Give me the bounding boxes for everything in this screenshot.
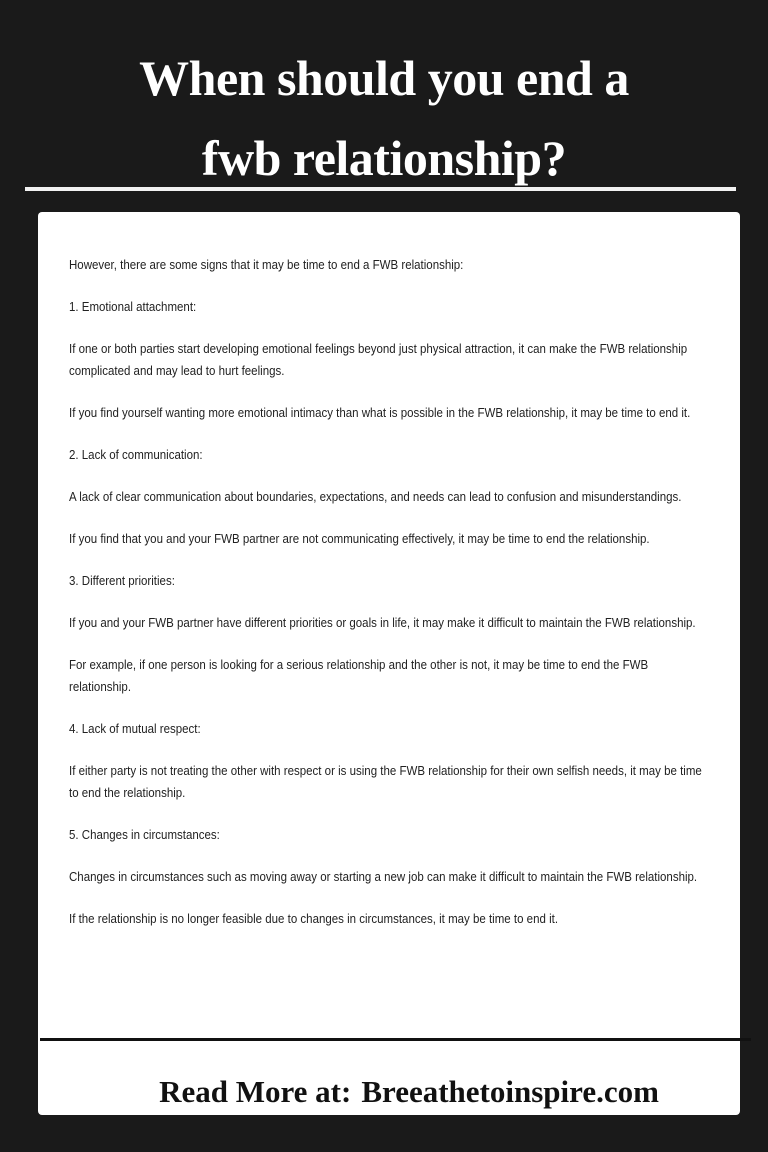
article-card xyxy=(38,212,740,1115)
read-more-label: Read More at: xyxy=(159,1074,352,1109)
section-paragraph: If the relationship is no longer feasible due to changes in circumstances, it may be time to end it. xyxy=(69,912,559,926)
page-title xyxy=(0,38,768,198)
section-paragraph: If you find that you and your FWB partner are not communicating effectively, it may be time to end the relationship. xyxy=(69,532,650,546)
section-paragraph: For example, if one person is looking for a serious relationship and the other is not, it may be time to end the FWB relationship. xyxy=(69,658,649,694)
section-paragraph: If you and your FWB partner have different priorities or goals in life, it may make it difficult to maintain the FWB relationship. xyxy=(69,616,696,630)
section-heading: 5. Changes in circumstances: xyxy=(69,828,220,842)
section-heading: 3. Different priorities: xyxy=(69,574,175,588)
title-line-2: fwb relationship? xyxy=(201,130,567,186)
title-divider xyxy=(25,187,736,191)
footer-divider xyxy=(40,1038,751,1041)
article-body xyxy=(69,254,713,950)
title-line-1: When should you end a xyxy=(139,50,629,106)
section-heading: 1. Emotional attachment: xyxy=(69,300,197,314)
section-paragraph: Changes in circumstances such as moving away or starting a new job can make it difficult to maintain the FWB relationship. xyxy=(69,870,698,884)
site-link[interactable]: Breeathetoinspire.com xyxy=(361,1074,659,1109)
section-paragraph: If you find yourself wanting more emotional intimacy than what is possible in the FWB relationship, it may be time to end it. xyxy=(69,406,691,420)
section-heading: 4. Lack of mutual respect: xyxy=(69,722,201,736)
section-heading: 2. Lack of communication: xyxy=(69,448,203,462)
read-more-footer xyxy=(38,1070,740,1114)
section-paragraph: If either party is not treating the other with respect or is using the FWB relationship for their own selfish needs, it may be time to end the relationship. xyxy=(69,764,702,800)
section-paragraph: If one or both parties start developing emotional feelings beyond just physical attraction, it can make the FWB relationship complicated and may lead to hurt feelings. xyxy=(69,342,688,378)
section-paragraph: A lack of clear communication about boundaries, expectations, and needs can lead to confusion and misunderstandings. xyxy=(69,490,682,504)
intro-paragraph: However, there are some signs that it may be time to end a FWB relationship: xyxy=(69,258,464,272)
